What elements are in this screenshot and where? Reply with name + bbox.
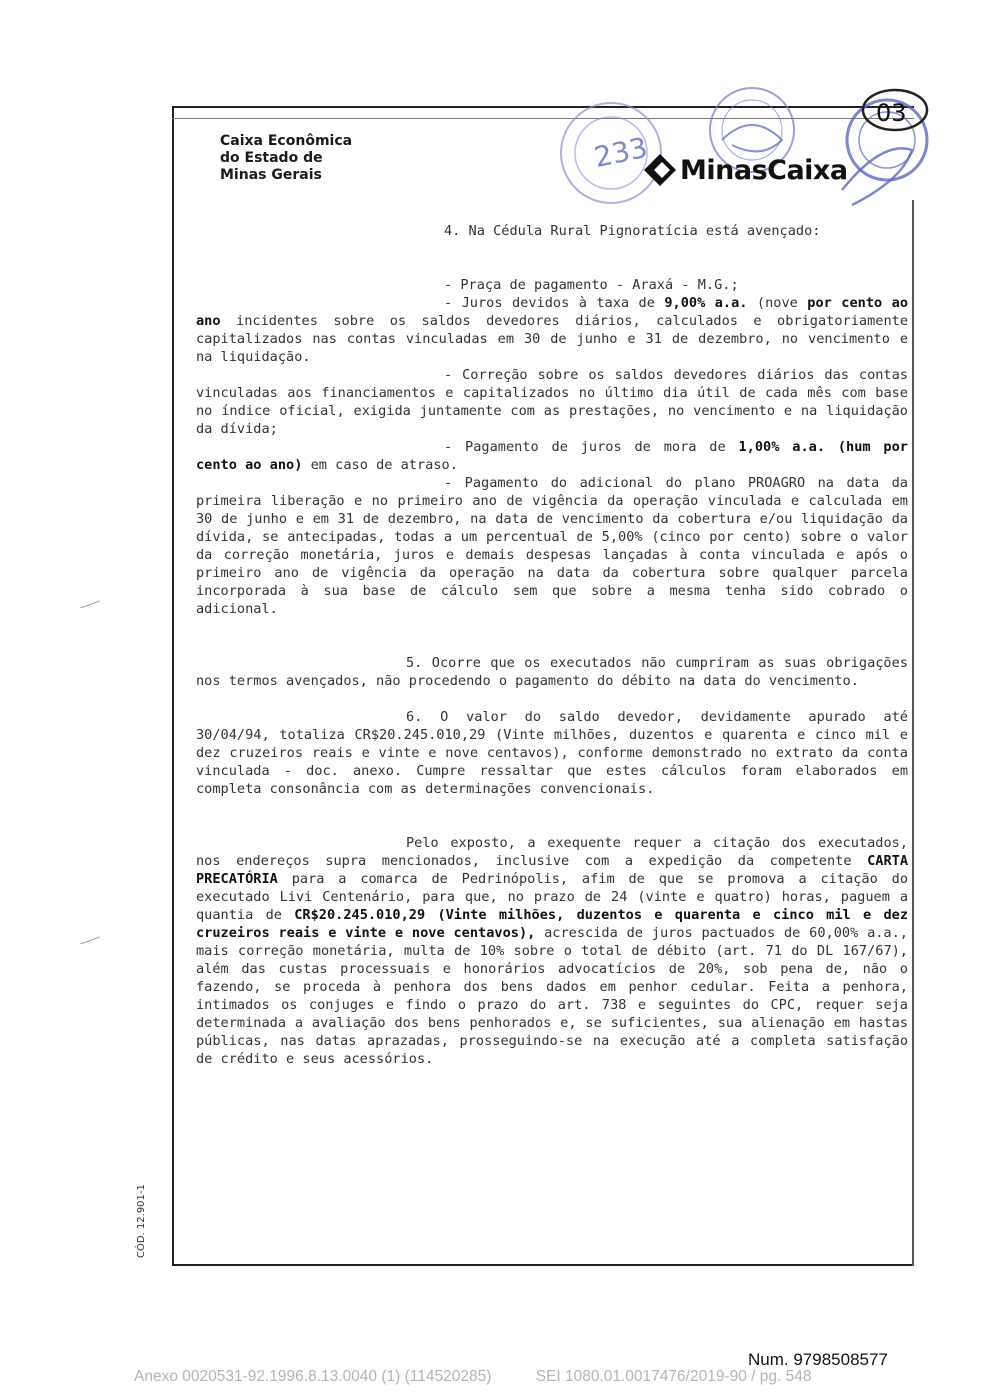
minascaixa-logo [640,150,848,190]
page-number: 03 [876,99,907,127]
form-code: CÓD. 12.901-1 [136,1184,147,1258]
section-6: 6. O valor do saldo devedor, devidamente apurado até 30/04/94, totaliza CR$20.245.010,29 (Vinte milhões, duzentos e quarenta e cinco mil e dez cruzeiros reais e vinte e nove centavos), conforme demonstrado no extrato da conta vinculada - doc. anexo. Cumpre ressaltar que estes cálculos foram elaborados em completa consonância com as determinações convencionais. [196,709,908,797]
document-body [196,222,908,1068]
section-4-mora: - Pagamento de juros de mora de 1,00% a.a. (hum por cento ao ano) em caso de atraso. [196,439,908,473]
minascaixa-logo-icon [640,150,680,190]
sei-reference: SEI 1080.01.0017476/2019-90 / pg. 548 [535,1368,812,1385]
annex-reference: Anexo 0020531-92.1996.8.13.0040 (1) (114520285) [134,1368,492,1385]
section-4-intro: 4. Na Cédula Rural Pignoratícia está avençado: [444,223,821,239]
section-4-juros: - Juros devidos à taxa de 9,00% a.a. (nove por cento ao ano incidentes sobre os saldos devedores diários, calculados e obrigatoriamente capitalizados nas contas vinculadas em 30 de junho e 31 de dezembro, no vencimento e na liquidação. [196,295,909,365]
bank-name [220,133,352,184]
bank-name-line-1: Caixa Econômica [220,133,353,149]
bank-name-line-3: Minas Gerais [220,167,322,183]
annex-footer [134,1368,811,1386]
section-4-proagro: - Pagamento do adicional do plano PROAGRO na data da primeira liberação e no primeiro ano de vigência da operação vinculada e calculada em 30 de junho e em 31 de dezembro, na data de vencimento da cobertura e/ou liquidação da dívida, se antecipadas, todas a um percentual de 5,00% (cinco por cento) sobre o valor da correção monetária, juros e demais despesas lançadas à conta vinculada e após o primeiro ano de vigência da operação na data da cobertura sobre qualquer parcela incorporada à sua base de cálculo sem que sobre a mesma tenha sido cobrado o adicional. [196,475,908,617]
document-number: Num. 9798508577 [748,1350,888,1369]
section-4-correcao: - Correção sobre os saldos devedores diários das contas vinculadas aos financiamentos e capitalizados no último dia útil de cada mês com base no índice oficial, exigida juntamente com as prestações, no vencimento e na liquidação da dívida; [196,367,908,437]
logo-text: MinasCaixa [680,154,848,186]
margin-mark [80,601,99,609]
request-paragraph: Pelo exposto, a exequente requer a citação dos executados, nos endereços supra mencionados, inclusive com a expedição da competente CARTA PRECATÓRIA para a comarca de Pedrinópolis, afim de que se promova a citação do executado Livi Centenário, para que, no prazo de 24 (vinte e quatro) horas, paguem a quantia de CR$20.245.010,29 (Vinte milhões, duzentos e quarenta e cinco mil e dez cruzeiros reais e vinte e nove centavos), acrescida de juros pactuados de 60,00% a.a., mais correção monetária, multa de 10% sobre o total de débito (art. 71 do DL 167/67), além das custas processuais e honorários advocatícios de 20%, sob pena de, não o fazendo, se proceda à penhora dos bens dados em penhor cedular. Feita a penhora, intimados os conjuges e findo o prazo do art. 738 e seguintes do CPC, requer seja determinada a avaliação dos bens penhorados e, se suficientes, sua alienação em hastas públicas, nas datas aprazadas, prosseguindo-se na execução até a completa satisfação de crédito e seus acessórios. [196,835,909,1067]
margin-mark [80,937,99,945]
bank-name-line-2: do Estado de [220,150,323,166]
section-5: 5. Ocorre que os executados não cumpriram as suas obrigações nos termos avençados, não procedendo o pagamento do débito na data do vencimento. [196,655,908,689]
frame-right-edge [912,200,914,1266]
stamp-digits: 233 [591,130,651,175]
section-4-praca: - Praça de pagamento - Araxá - M.G.; [444,277,739,293]
